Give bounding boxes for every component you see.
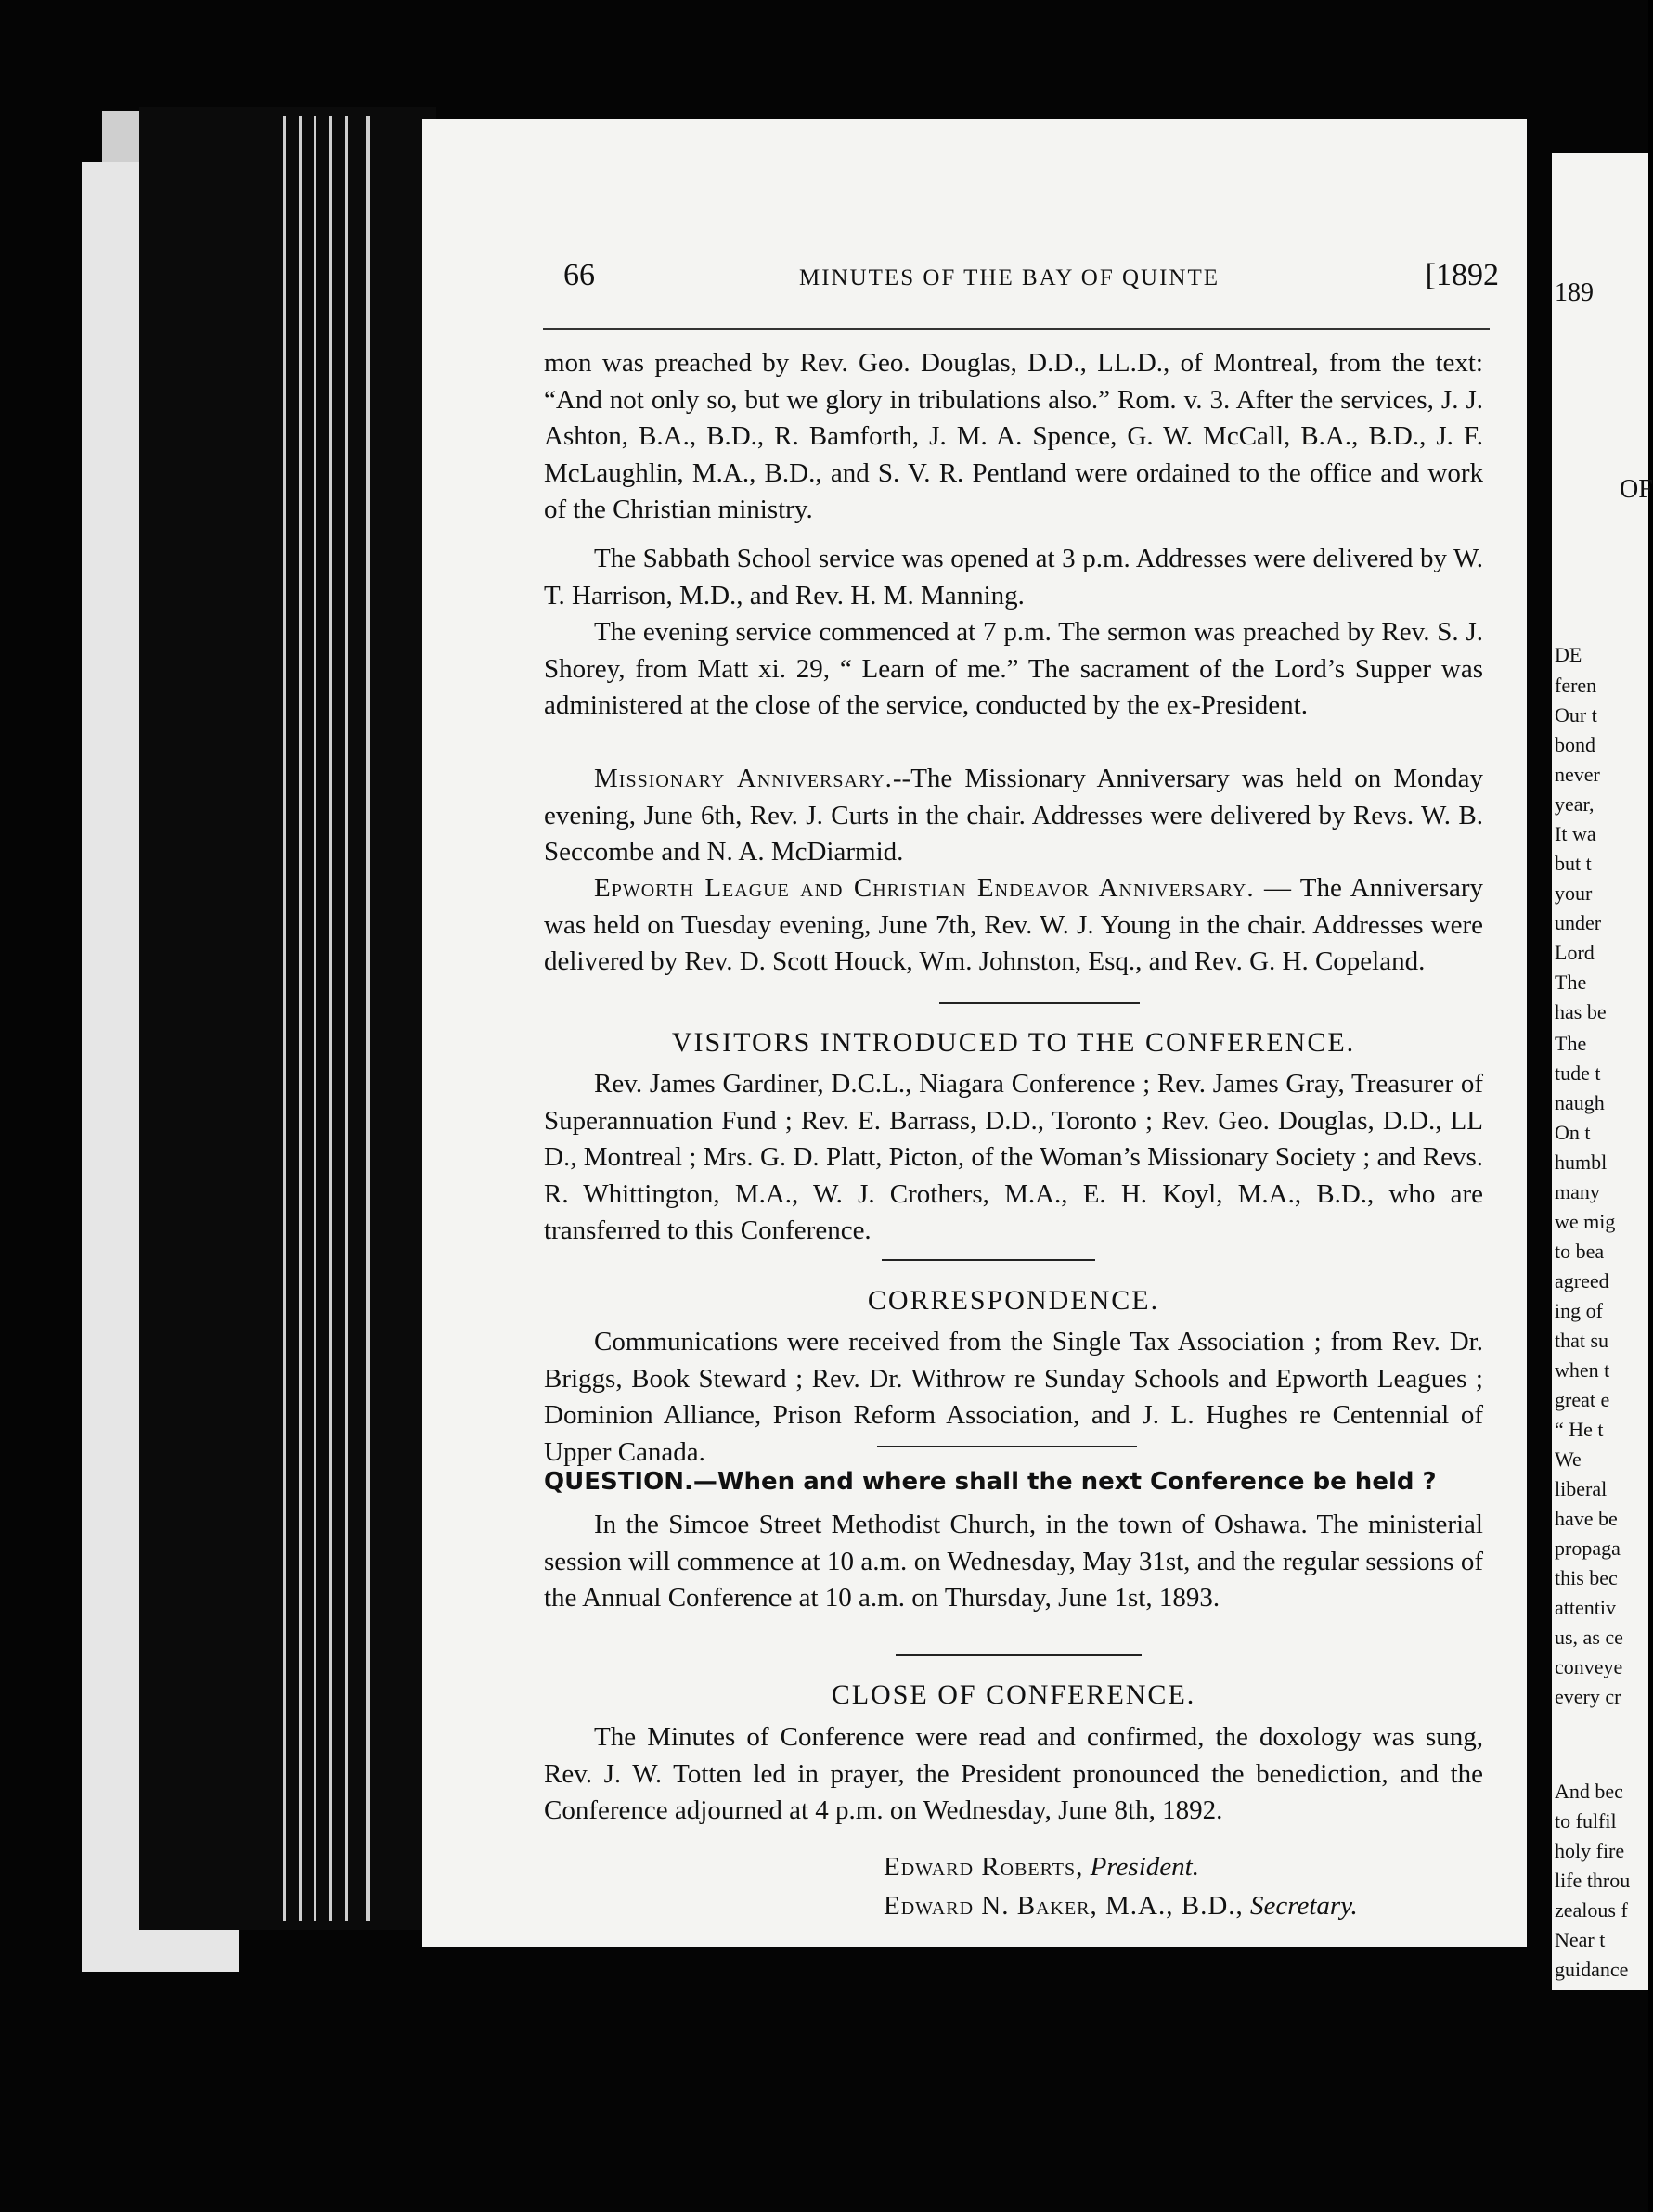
page-edge-line [366, 116, 370, 1921]
facing-page-line: 189 [1555, 278, 1594, 307]
running-header [543, 258, 1499, 314]
facing-page-line: many [1555, 1180, 1600, 1203]
running-year: [1892 [1425, 258, 1499, 292]
missionary-anniversary-lead: Missionary Anniversary. [594, 764, 893, 793]
visitors-heading: VISITORS INTRODUCED TO THE CONFERENCE. [671, 1027, 1356, 1058]
secretary-name: Edward N. Baker, M.A., B.D., [884, 1891, 1244, 1921]
facing-page-line: under [1555, 911, 1602, 934]
facing-page-line: us, as ce [1555, 1626, 1623, 1649]
missionary-anniversary-paragraph [544, 761, 1483, 871]
facing-page-line: your [1555, 881, 1593, 905]
facing-page-line: attentiv [1555, 1596, 1616, 1619]
facing-page-line: bond [1555, 733, 1595, 756]
page-edges [139, 107, 436, 1930]
facing-page-line: ing of [1555, 1299, 1603, 1322]
facing-page-line: when t [1555, 1358, 1610, 1382]
facing-page-line: OF [1620, 475, 1653, 504]
section-separator [896, 1654, 1142, 1656]
president-title: President. [1090, 1852, 1199, 1882]
secretary-title: Secretary. [1250, 1891, 1358, 1921]
facing-page-line: feren [1555, 674, 1597, 697]
president-signature [884, 1852, 1199, 1883]
facing-page-line: has be [1555, 1000, 1607, 1023]
question-answer-paragraph: In the Simcoe Street Methodist Church, in the town of Oshawa. The ministerial session will commence at 10 a.m. on Wednesday, May 31st, and the regular sessions of the Annual Conference at 10 a.m. on Thursday, June 1st, 1893. [544, 1510, 1483, 1613]
facing-page-line: zealous f [1555, 1898, 1628, 1922]
epworth-league-lead: Epworth League and Christian Endeavor Anniversary. [594, 873, 1255, 903]
facing-page-line: Near t [1555, 1928, 1606, 1951]
facing-page-line: propaga [1555, 1537, 1621, 1560]
page-edge-line [345, 116, 348, 1921]
facing-page-line: conveye [1555, 1655, 1623, 1678]
page-edge-line [329, 116, 332, 1921]
facing-page-line: On t [1555, 1121, 1591, 1144]
facing-page-line: humbl [1555, 1151, 1608, 1174]
sabbath-school-paragraph: The Sabbath School service was opened at 3 p.m. Addresses were delivered by W. T. Harrison, M.D., and Rev. H. M. Manning. [544, 544, 1483, 611]
facing-page-line: never [1555, 763, 1600, 786]
facing-page-line: “ He t [1555, 1418, 1604, 1441]
facing-page-line: great e [1555, 1388, 1610, 1411]
evening-service-paragraph: The evening service commenced at 7 p.m. The sermon was preached by Rev. S. J. Shorey, from Matt xi. 29, “ Learn of me.” The sacrament of the Lord’s Supper was administered at the close of the service, conducted by the ex-President. [544, 617, 1483, 720]
facing-page-line: The [1555, 971, 1587, 994]
facing-page-line: to fulfil [1555, 1809, 1617, 1833]
facing-page-line: agreed [1555, 1269, 1609, 1292]
facing-page-line: life throu [1555, 1869, 1631, 1892]
header-rule [543, 328, 1490, 330]
facing-page-line: naugh [1555, 1091, 1605, 1114]
facing-page-line: And bec [1555, 1780, 1623, 1803]
facing-page-line: holy fire [1555, 1839, 1625, 1862]
missionary-anniversary-text: --The Missionary Anniversary was held on Monday evening, June 6th, Rev. J. Curts in the chair. Addresses were delivered by Revs. W. B. Seccombe and N. A. McDiarmid. [544, 764, 1483, 867]
facing-page-line: to bea [1555, 1240, 1605, 1263]
epworth-league-paragraph [544, 870, 1483, 981]
facing-page-line: we mig [1555, 1210, 1616, 1233]
running-title: MINUTES OF THE BAY OF QUINTE [799, 265, 1220, 290]
close-paragraph: The Minutes of Conference were read and confirmed, the doxology was sung, Rev. J. W. Totten led in prayer, the President pronounced the benediction, and the Conference adjourned at 4 p.m. on Wednesday, June 8th, 1892. [544, 1722, 1483, 1825]
close-heading: CLOSE OF CONFERENCE. [831, 1679, 1196, 1710]
facing-page-line: year, [1555, 792, 1595, 816]
facing-page-line: Lord [1555, 941, 1595, 964]
correspondence-paragraph: Communications were received from the Single Tax Association ; from Rev. Dr. Briggs, Book Steward ; Rev. Dr. Withrow re Sunday Schools and Epworth Leagues ; Dominion Alliance, Prison Reform Association, and J. L. Hughes re Centennial of Upper Canada. [544, 1327, 1483, 1467]
question-heading: QUESTION.—When and where shall the next Conference be held ? [544, 1468, 1437, 1496]
section-separator [877, 1446, 1137, 1447]
sermon-paragraph: mon was preached by Rev. Geo. Douglas, D.D., LL.D., of Montreal, from the text: “And not only so, but we glory in tribulations also.” Rom. v. 3. After the services, J. J. Ashton, B.A., B.D., R. Bamforth, J. M. A. Spence, G. W. McCall, B.A., B.D., J. F. McLaughlin, M.A., B.D., and S. V. R. Pentland were ordained to the office and work of the Christian ministry. [544, 348, 1483, 524]
page-number: 66 [563, 258, 595, 292]
epworth-league-text: — The Anniversary was held on Tuesday evening, June 7th, Rev. W. J. Young in the chair. Addresses were delivered by Rev. D. Scott Houck, Wm. Johnston, Esq., and Rev. G. H. Copeland. [544, 873, 1484, 976]
facing-page-line: every cr [1555, 1685, 1621, 1708]
facing-page-line: DE [1555, 643, 1582, 666]
facing-page-line: have be [1555, 1507, 1618, 1530]
facing-page-line: liberal [1555, 1477, 1608, 1500]
visitors-paragraph: Rev. James Gardiner, D.C.L., Niagara Conference ; Rev. James Gray, Treasurer of Superannuation Fund ; Rev. E. Barrass, D.D., Toronto ; Rev. Geo. Douglas, D.D., LL D., Montreal ; Mrs. G. D. Platt, Picton, of the Woman’s Missionary Society ; and Revs. R. Whittington, M.A., W. J. Crothers, M.A., E. H. Koyl, M.A., B.D., who are transferred to this Conference. [544, 1069, 1483, 1245]
page-edge-line [299, 116, 302, 1921]
page-edge-line [314, 116, 316, 1921]
secretary-signature [884, 1891, 1358, 1922]
facing-page-line: We [1555, 1447, 1582, 1471]
correspondence-heading: CORRESPONDENCE. [867, 1285, 1160, 1316]
facing-page-line: tude t [1555, 1061, 1601, 1085]
facing-page-line: but t [1555, 852, 1592, 875]
facing-page-line: guidance [1555, 1958, 1629, 1981]
facing-page-line: that su [1555, 1329, 1609, 1352]
section-separator [939, 1002, 1140, 1004]
facing-page-line: this bec [1555, 1566, 1618, 1589]
section-separator [882, 1259, 1095, 1261]
president-name: Edward Roberts, [884, 1852, 1084, 1882]
facing-page-line: It wa [1555, 822, 1596, 845]
page-edge-line [283, 116, 286, 1921]
facing-page-line: The [1555, 1032, 1587, 1055]
facing-page-line: Our t [1555, 703, 1597, 727]
